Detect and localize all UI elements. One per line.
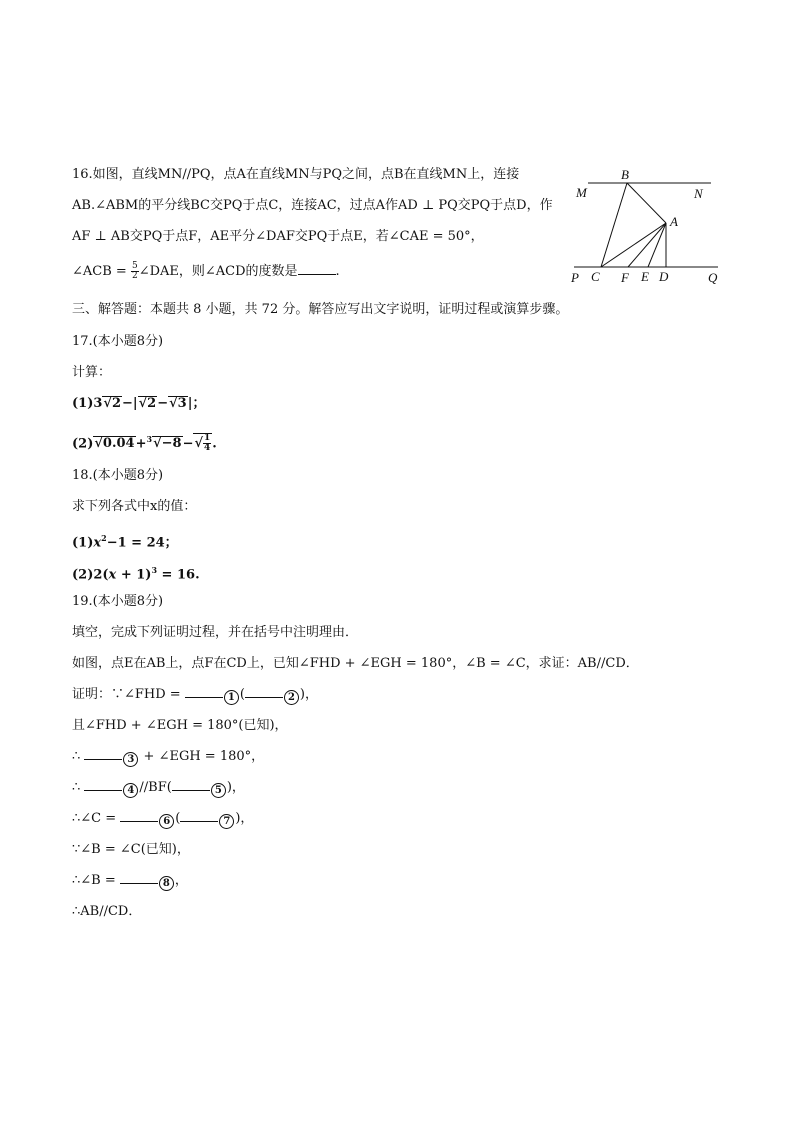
sqrt: √2	[138, 396, 157, 411]
paren-close: )，	[299, 687, 318, 702]
segment-ba	[627, 183, 666, 223]
paren-close: )，	[226, 780, 245, 795]
plus: +	[135, 436, 147, 452]
paren-open: (	[239, 687, 245, 702]
section-3-header: 三、解答题：本题共 8 小题，共 72 分。解答应写出文字说明，证明过程或演算步骤。	[72, 302, 569, 317]
blank-7[interactable]	[180, 810, 218, 822]
q18-p2-prefix: (2)2(	[72, 567, 109, 583]
label-d: D	[659, 269, 669, 284]
q16-line-4	[72, 262, 340, 281]
sqrt: √0.04	[94, 436, 135, 452]
period: .	[212, 436, 217, 452]
q16-line4-b: ∠DAE，则∠ACD的度数是	[138, 264, 298, 279]
minus: −	[182, 436, 194, 452]
radicand: −8	[161, 436, 182, 452]
q18-p2-rest: = 16.	[157, 567, 200, 583]
q16-line-3: AF ⊥ AB交PQ于点F，AE平分∠DAF交PQ于点E，若∠CAE = 50°，	[72, 229, 484, 244]
step5-text: ∴∠C =	[72, 811, 121, 826]
circled-number-8: 8	[159, 876, 174, 891]
variable-x: x	[108, 567, 117, 583]
sqrt: √2	[103, 396, 121, 411]
label-a: A	[670, 214, 678, 229]
q18-p1-rest: −1 = 24；	[106, 535, 178, 551]
paren-close: )，	[235, 811, 254, 826]
label-f: F	[621, 270, 629, 285]
q16-line-1: 16.如图，直线MN//PQ，点A在直线MN与PQ之间，点B在直线MN上，连接	[72, 167, 520, 182]
step3-text: + ∠EGH = 180°，	[139, 749, 265, 764]
circled-number-7: 7	[219, 814, 234, 829]
q17-p2-prefix: (2)	[72, 436, 94, 452]
blank-6[interactable]	[120, 810, 158, 822]
cube-root: √−8	[153, 436, 182, 452]
circled-number-6: 6	[159, 814, 174, 829]
q18-part-2	[72, 561, 200, 584]
paren-open: (	[175, 811, 181, 826]
label-c: C	[591, 269, 600, 284]
blank-1[interactable]	[185, 686, 223, 698]
q17-p1-mid: −|	[122, 396, 138, 411]
variable-x: x	[93, 535, 102, 551]
blank-5[interactable]	[172, 779, 210, 791]
q19-title: 19.(本小题8分)	[72, 594, 164, 609]
radicand: 2	[147, 396, 157, 411]
step1-text: 证明：∵∠FHD =	[72, 687, 185, 702]
proof-step-1	[72, 686, 318, 705]
geometry-figure	[566, 164, 726, 290]
frac-denominator: 2	[131, 271, 138, 281]
label-m: M	[576, 185, 587, 200]
blank-8[interactable]	[120, 872, 158, 884]
q16-line4-end: .	[335, 264, 340, 279]
proof-step-5	[72, 810, 253, 829]
q17-p1-end: |；	[187, 396, 206, 411]
circled-number-5: 5	[211, 783, 226, 798]
q16-line-2: AB.∠ABM的平分线BC交PQ于点C，连接AC，过点A作AD ⊥ PQ交PQ于点D，作	[72, 198, 553, 213]
fraction	[131, 262, 139, 281]
circled-number-3: 3	[123, 752, 138, 767]
circled-number-4: 4	[123, 783, 138, 798]
blank-3[interactable]	[84, 748, 122, 760]
q17-title: 17.(本小题8分)	[72, 334, 164, 349]
q18-p2-mid: + 1)	[116, 567, 152, 583]
frac-denominator: 4	[204, 443, 211, 454]
label-n: N	[694, 186, 703, 201]
proof-step-2: 且∠FHD + ∠EGH = 180°(已知)，	[72, 718, 288, 733]
sqrt: √3	[169, 396, 187, 411]
q18-prompt: 求下列各式中x的值：	[72, 499, 197, 514]
blank-4[interactable]	[84, 779, 122, 791]
q16-line4-a: ∠ACB =	[72, 264, 131, 279]
frac-numerator: 5	[131, 261, 138, 271]
q17-p1-prefix: (1)3	[72, 396, 103, 411]
proof-conclusion: ∴AB//CD．	[72, 904, 142, 919]
comma: ，	[174, 873, 188, 888]
q19-prompt: 填空，完成下列证明过程，并在括号中注明理由．	[72, 625, 359, 640]
q17-part-1	[72, 395, 205, 413]
q18-p1-prefix: (1)	[72, 535, 94, 551]
label-p: P	[571, 270, 579, 285]
answer-blank[interactable]	[298, 263, 336, 275]
fraction	[203, 434, 211, 453]
proof-step-4	[72, 779, 245, 798]
circled-number-1: 1	[224, 690, 239, 705]
blank-2[interactable]	[245, 686, 283, 698]
sqrt: √ $\frac{1}{4}$	[194, 433, 211, 454]
q18-title: 18.(本小题8分)	[72, 468, 164, 483]
therefore: ∴	[72, 780, 85, 795]
q17-prompt: 计算：	[72, 365, 112, 380]
exponent: 2	[101, 533, 107, 543]
label-b: B	[621, 167, 629, 182]
segment-bc	[601, 183, 627, 267]
radicand: 3	[177, 396, 187, 411]
label-q: Q	[708, 270, 718, 285]
proof-step-3	[72, 748, 264, 767]
label-e: E	[641, 269, 649, 284]
radicand: 0.04	[102, 436, 135, 452]
q18-part-1	[72, 529, 178, 552]
step4-text: //BF(	[139, 780, 172, 795]
step7-text: ∴∠B =	[72, 873, 120, 888]
exponent: 3	[151, 565, 158, 575]
therefore: ∴	[72, 749, 85, 764]
radicand: 2	[111, 396, 121, 411]
proof-step-7	[72, 872, 188, 891]
q17-part-2	[72, 430, 217, 453]
circled-number-2: 2	[284, 690, 299, 705]
cube-root-index: 3	[146, 434, 153, 444]
proof-step-6: ∵∠B = ∠C(已知)，	[72, 842, 190, 857]
q19-given: 如图，点E在AB上，点F在CD上，已知∠FHD + ∠EGH = 180°，∠B = ∠C，求证：AB//CD．	[72, 656, 639, 671]
frac-numerator: 1	[204, 433, 211, 444]
minus: −	[157, 396, 169, 411]
